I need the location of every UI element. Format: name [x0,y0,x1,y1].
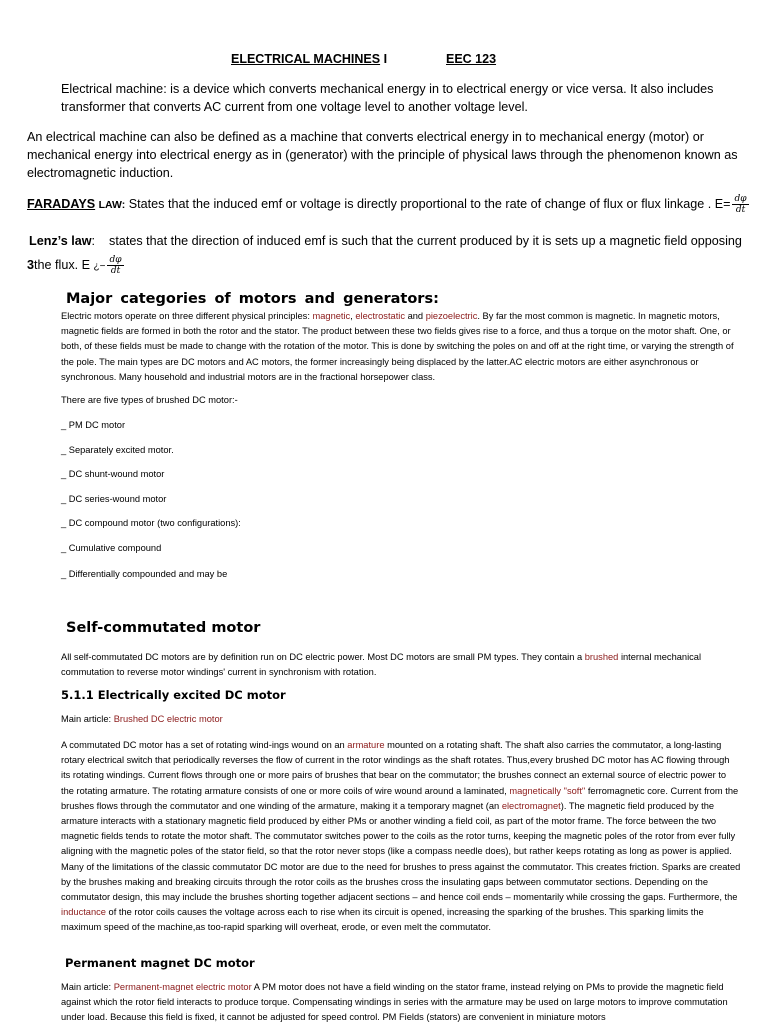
pm-motor-paragraph [61,980,741,1026]
main-article-label: Main article: [61,714,114,724]
title-text: ELECTRICAL MACHINES [231,52,381,66]
list-item: _ DC shunt-wound motor [61,469,165,479]
list-item: _ PM DC motor [61,420,126,430]
link-electromagnet[interactable]: electromagnet [501,800,561,811]
list-item: _ Differentially compounded and may be [61,569,228,579]
self-text-b: internal mechanical commutation to reverse motor windings' current in synchronism with rotation. [61,652,702,678]
link-magnetic[interactable]: magnetic [312,311,351,321]
faraday-denominator: dt [735,205,746,215]
link-armature[interactable]: armature [347,740,385,750]
link-inductance[interactable]: inductance [61,907,106,918]
faraday-law-label: LAW: [98,198,126,211]
brushed-types-intro: There are five types of brushed DC motor:- [61,395,238,405]
categories-text-b: . By far the most common is magnetic. In magnetic motors, magnetic fields are formed in both the rotor and the stator. The product between these two fields gives rise to a force, and thus a torque on the motor shaft. One, or both, of these fields must be made to change with the rotation of the motor. This is done by switching the poles on and off at the right time, or varying the strength of the pole. The main types are DC motors and AC motors, the former increasingly being displaced by the latter.AC electric motors are either asynchronous or synchronous. Many household and industrial motors are in the fractional horsepower class. [61,311,734,382]
lenz-law-line-2 [27,255,124,276]
lenz-numerator: dφ [109,255,122,265]
lenz-symbol: ¿− [93,260,106,272]
lenz-prefix: 3 [27,257,35,272]
lenz-colon: : [91,234,96,248]
lenz-text-2: the flux. E [34,257,91,272]
pm-motor-heading: Permanent magnet DC motor [65,956,255,970]
self-text-a: All self-commutated DC motors are by definition run on DC electric power. Most DC motors are small PM types. They contain a [61,652,585,662]
excited-text-b: mounted on a rotating shaft. The shaft also carries the commutator, a long-lasting rotary electrical switch that periodically reverses the flow of current in the rotor windings as the shaft rotates. Thus,every brushed DC motor has AC flowing through its rotating windings. Current flows through one or more pairs of brushes that bear on the commutator; the brushes connect an external source of electric power to the rotating armature. The rotating armature consists of one or more coils of wire wound around a laminated, [61,740,730,796]
excited-text-d: ). The magnetic field produced by the armature interacts with a stationary magnetic field produced by either PMs or another winding a field coil, as part of the motor frame. The force between the two magnetic fields tends to rotate the motor shaft. The commutator switches power to the coils as the rotor turns, keeping the magnetic poles of the rotor from ever fully aligning with the magnetic poles of the stator field, so that the rotor never stops (like a compass needle does), but rather keeps rotating as long as power is applied. Many of the limitations of the classic commutator DC motor are due to the need for brushes to press against the commutator. This creates friction. Sparks are created by the brushes making and breaking circuits through the rotor coils as the brushes cross the insulating gaps between commutator sections. Depending on the commutator design, this may include the brushes shorting together adjacent sections – and hence coil ends – momentarily while crossing the gaps. Furthermore, the [61,800,741,903]
link-brushed[interactable]: brushed [584,652,619,662]
link-pm-electric-motor[interactable]: Permanent-magnet electric motor [113,982,252,992]
document-title [231,52,387,66]
faraday-name: FARADAYS [27,196,96,211]
intro-paragraph-2: An electrical machine can also be defined as a machine that converts electrical energy in to mechanical energy (motor) or mechanical energy into electrical energy as in (generator) with the principle of physical laws through the phenomenon known as electromagnetic induction. [27,130,738,180]
electrically-excited-heading: 5.1.1 Electrically excited DC motor [61,688,286,702]
main-article-line [61,712,223,727]
list-item: _ Separately excited motor. [61,445,174,455]
list-item: _ DC series-wound motor [61,494,167,504]
pm-main-label: Main article: [61,982,114,992]
comma: , [350,311,356,321]
faraday-text: States that the induced emf or voltage is directly proportional to the rate of change of flux or flux linkage . E= [128,196,731,211]
pm-text: A PM motor does not have a field winding on the stator frame, instead relying on PMs to provide the magnetic field against which the rotor field interacts to produce torque. Compensating windings in series with the armature may be used on large motors to improve commutation under load. Because this field is fixed, it cannot be adjusted for speed control. PM Fields (stators) are convenient in miniature motors [61,982,728,1023]
lenz-law-line-1 [29,234,764,248]
lenz-name: Lenz’s law [29,234,92,248]
list-item: _ Cumulative compound [61,543,162,553]
intro-paragraph-1: Electrical machine: is a device which converts mechanical energy in to electrical energy or vice versa. It also includes transformer that converts AC current from one voltage level to another voltage level. [61,82,714,114]
link-piezoelectric[interactable]: piezoelectric [425,311,478,321]
lenz-fraction [107,255,123,276]
lenz-denominator: dt [110,266,121,276]
self-commutated-heading: Self-commutated motor [66,620,261,636]
and-text: and [405,311,426,321]
lenz-text-1: states that the direction of induced emf is such that the current produced by it is sets up a magnetic field opposing [109,234,742,248]
excited-text-c: ferromagnetic core. Current from the brushes flows through the commutator and one winding of the armature, making it a temporary magnet (an [61,785,739,811]
title-suffix: I [383,52,388,66]
self-commutated-paragraph [61,650,741,680]
excited-text-a: A commutated DC motor has a set of rotating wind-ings wound on an [61,740,348,750]
course-code-text: EEC 123 [446,52,497,66]
categories-text-a: Electric motors operate on three different physical principles: [61,311,313,321]
faraday-fraction [732,194,748,215]
course-code [446,52,496,66]
list-item: _ DC compound motor (two configurations): [61,518,241,528]
excited-text-e: of the rotor coils causes the voltage across each to rise when its circuit is opened, increasing the sparking of the brushes. This sparking limits the maximum speed of the machine,as too-rapid sparking will overheat, erode, or even melt the commutator. [61,907,704,933]
categories-paragraph [61,309,741,385]
faraday-law [27,194,757,215]
link-magnetically-soft[interactable]: magnetically "soft" [509,785,586,796]
faraday-numerator: dφ [734,194,747,204]
link-electrostatic[interactable]: electrostatic [355,311,405,321]
link-brushed-dc-motor[interactable]: Brushed DC electric motor [113,714,223,724]
electrically-excited-paragraph [61,738,741,936]
categories-heading: Major categories of motors and generators: [66,291,439,307]
